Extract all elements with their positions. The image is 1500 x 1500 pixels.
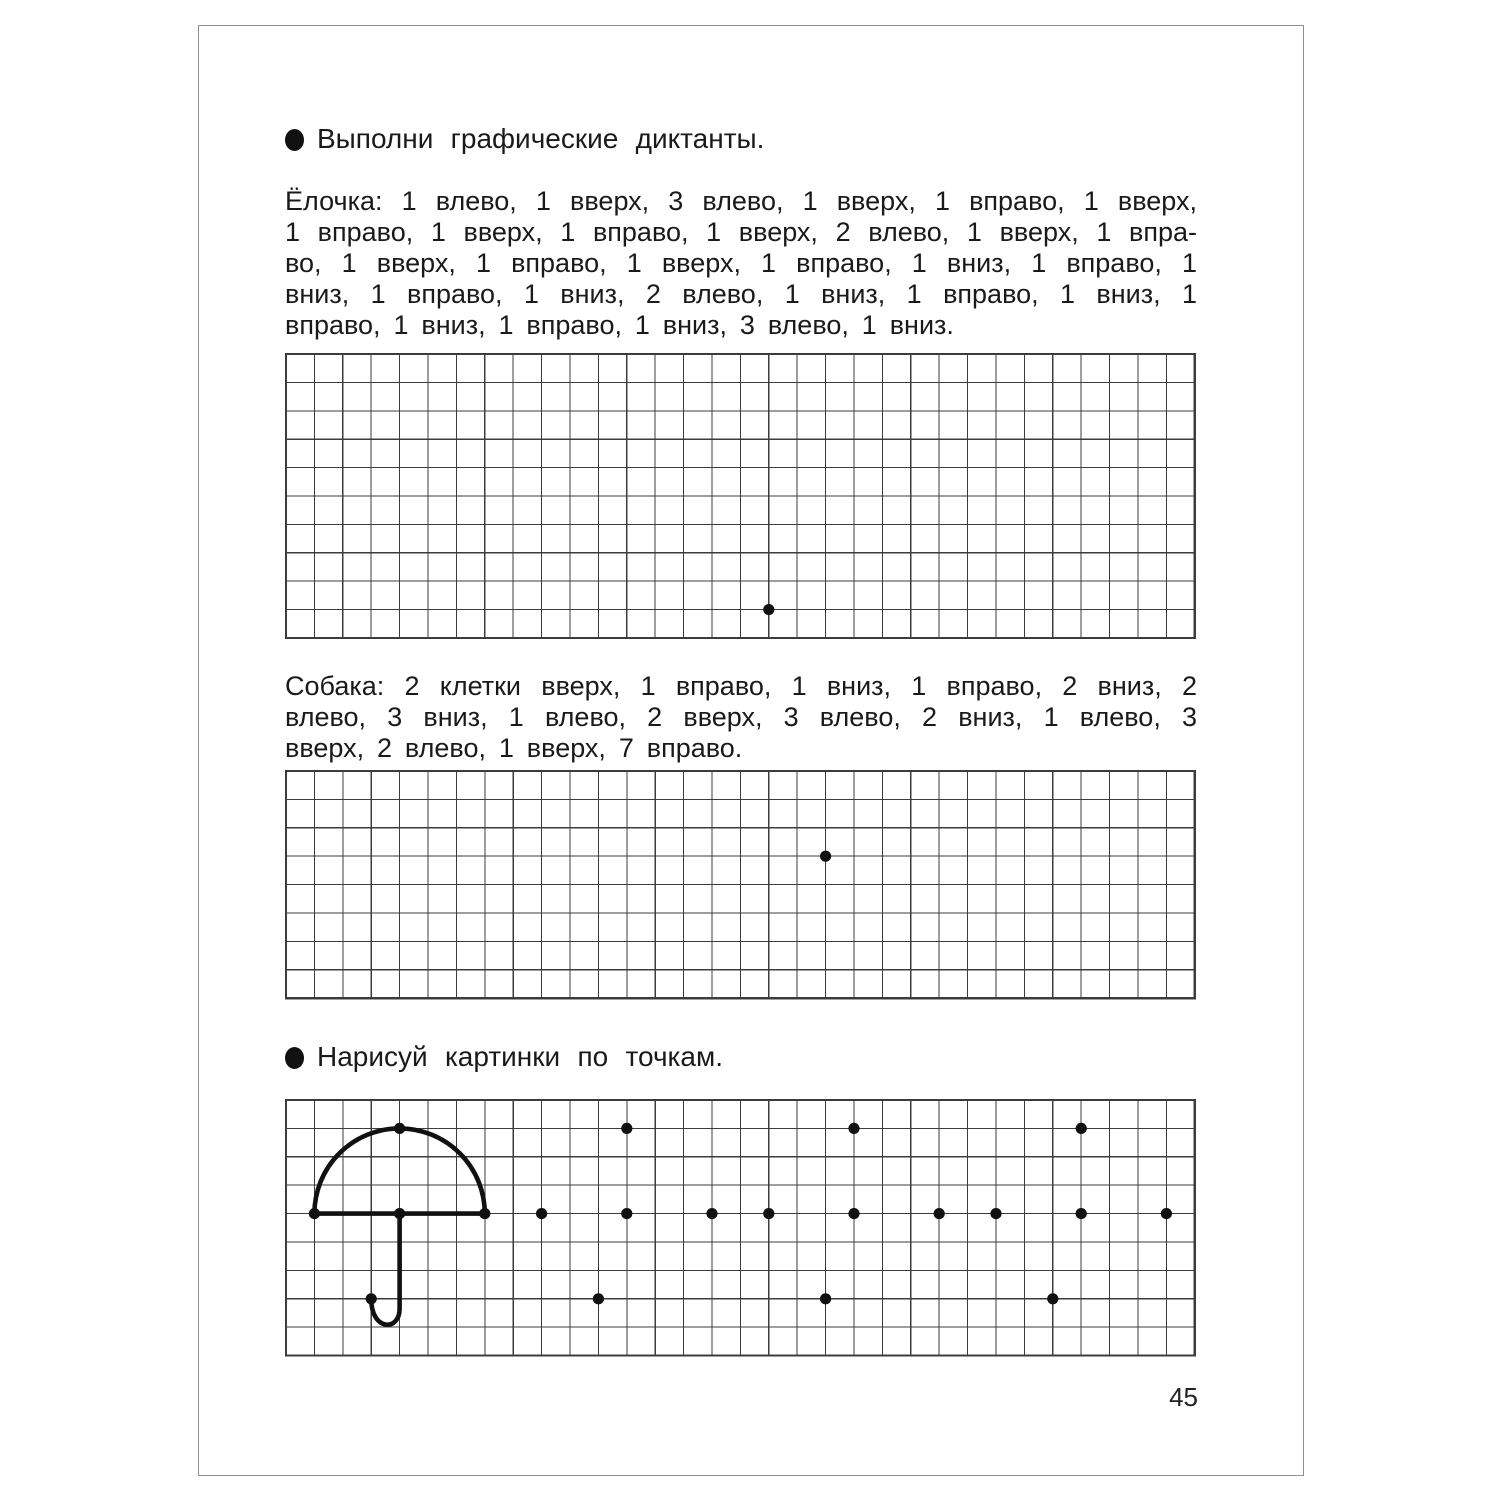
grid-lines xyxy=(286,771,1195,998)
task2-heading-text: Нарисуй картинки по точкам. xyxy=(317,1041,724,1072)
grid-umbrella-dots xyxy=(283,1097,1198,1364)
task2-heading xyxy=(285,1040,1197,1074)
grid-canvas xyxy=(283,351,1198,641)
dictation-line: 1 вправо, 1 вверх, 1 вправо, 1 вверх, 2 влево, 1 вверх, 1 впра- xyxy=(285,217,1197,247)
task1-heading-text: Выполни графические диктанты. xyxy=(317,123,765,154)
pattern-dot xyxy=(934,1208,945,1219)
pattern-dot xyxy=(848,1123,859,1134)
grid-canvas xyxy=(283,768,1198,1001)
dictation-line: влево, 3 вниз, 1 влево, 2 вверх, 3 влево, 2 вниз, 1 влево, 3 xyxy=(285,702,1197,732)
dictation-line: Собака: 2 клетки вверх, 1 вправо, 1 вниз, 1 вправо, 2 вниз, 2 xyxy=(285,671,1197,701)
dictation-line: Ёлочка: 1 влево, 1 вверх, 3 влево, 1 вверх, 1 вправо, 1 вверх, xyxy=(285,186,1197,216)
pattern-dot xyxy=(1047,1293,1058,1304)
dictation-sobaka xyxy=(285,671,1197,764)
bullet-icon xyxy=(285,1047,304,1069)
pattern-dot xyxy=(848,1208,859,1219)
pattern-dot xyxy=(990,1208,1001,1219)
pattern-dot xyxy=(593,1293,604,1304)
pattern-dot xyxy=(820,1293,831,1304)
pattern-dot xyxy=(706,1208,717,1219)
dictation-line: во, 1 вверх, 1 вправо, 1 вверх, 1 вправо, 1 вниз, 1 вправо, 1 xyxy=(285,248,1197,278)
dictation-line: вниз, 1 вправо, 1 вниз, 2 влево, 1 вниз, 1 вправо, 1 вниз, 1 xyxy=(285,279,1197,309)
dictation-line: вверх, 2 влево, 1 вверх, 7 вправо. xyxy=(285,733,743,763)
start-dot xyxy=(820,851,831,862)
grid-lines xyxy=(286,354,1195,638)
grid-elochka xyxy=(283,351,1198,646)
pattern-dot xyxy=(1076,1208,1087,1219)
pattern-dot xyxy=(621,1208,632,1219)
grid-canvas xyxy=(283,1097,1198,1359)
workbook-page xyxy=(198,25,1304,1476)
grid-sobaka xyxy=(283,768,1198,1006)
task1-heading xyxy=(285,122,1197,156)
umbrella-handle xyxy=(371,1214,399,1325)
pattern-dot xyxy=(621,1123,632,1134)
bullet-icon xyxy=(285,129,304,151)
grid-lines xyxy=(286,1100,1195,1356)
pattern-dot xyxy=(536,1208,547,1219)
pattern-dot xyxy=(1076,1123,1087,1134)
start-dot xyxy=(763,604,774,615)
pattern-dot xyxy=(1161,1208,1172,1219)
pattern-dot xyxy=(763,1208,774,1219)
dictation-line: вправо, 1 вниз, 1 вправо, 1 вниз, 3 влево, 1 вниз. xyxy=(285,310,954,340)
dictation-elochka xyxy=(285,186,1197,341)
page-number: 45 xyxy=(1169,1382,1198,1412)
